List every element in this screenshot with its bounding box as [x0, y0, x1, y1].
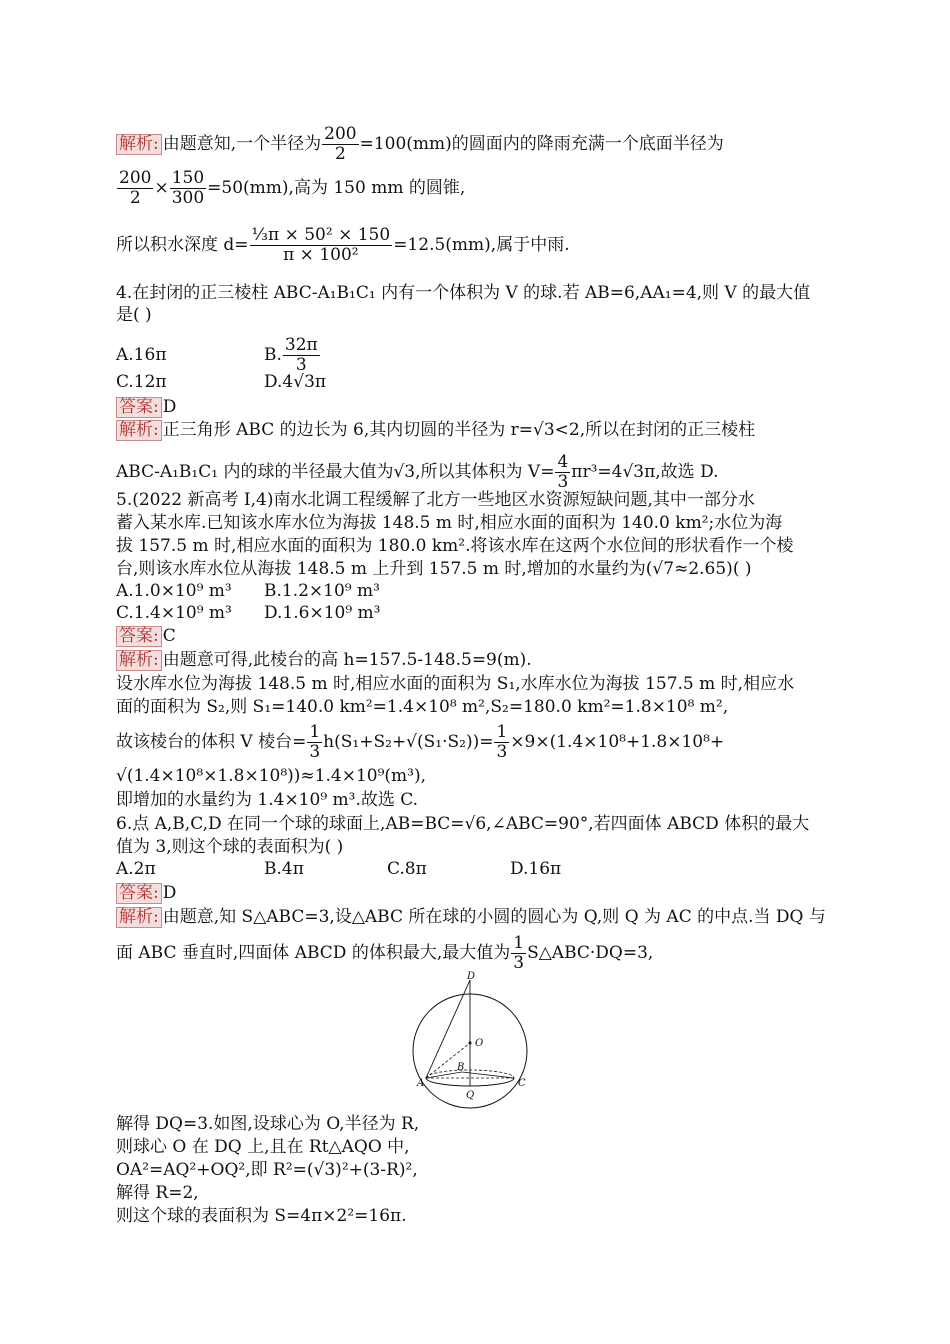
answer-tag: 答案:: [116, 626, 162, 647]
fraction: $\frac{1}{3}$: [496, 722, 508, 762]
q5-solution-line-3: 面的面积为 S₂,则 S₁=140.0 km²=1.4×10⁸ m²,S₂=180.0 km²=1.8×10⁸ m²,: [116, 697, 729, 717]
q4-answer: 答案: D: [116, 396, 840, 418]
q5-solution-line-6: 即增加的水量约为 1.4×10⁹ m³.故选 C.: [116, 790, 419, 810]
q5-answer: 答案: C: [116, 625, 840, 647]
fraction: $\frac{\text{⅓π × 50² × 150}}{\text{π × 100²}}$: [251, 225, 391, 265]
q6-answer: 答案: D: [116, 882, 840, 904]
q4-stem-line-2: 是( ): [116, 305, 152, 325]
option-d: D.4√3π: [264, 372, 327, 392]
option-b: B.4π: [264, 859, 304, 879]
q5-stem-line-2: 蓄入某水库.已知该水库水位为海拔 148.5 m 时,相应水面的面积为 140.0 km²;水位为海: [116, 513, 783, 533]
q6-stem-line-2: 值为 3,则这个球的表面积为( ): [116, 837, 344, 857]
label-a: A: [417, 1078, 425, 1089]
q6-solution-line-4: 则球心 O 在 DQ 上,且在 Rt△AQO 中,: [116, 1137, 410, 1157]
solution-tag: 解析:: [116, 420, 162, 441]
q3-solution-line-3: 所以积水深度 d= $\frac{\text{⅓π × 50² × 150}}{\text{π × 100²}}$ =12.5(mm),属于中雨.: [116, 225, 570, 265]
q6-solution-line-5: OA²=AQ²+OQ²,即 R²=(√3)²+(3-R)²,: [116, 1160, 418, 1180]
fraction: $\frac{1}{3}$: [309, 722, 321, 762]
option-a: A.1.0×10⁹ m³: [116, 581, 232, 601]
label-d: D: [467, 971, 476, 982]
label-q: Q: [466, 1090, 475, 1101]
q4-options-ab: [116, 336, 840, 375]
answer-tag: 答案:: [116, 397, 162, 418]
label-o: O: [475, 1038, 484, 1049]
q4-solution-line-1: 解析: 正三角形 ABC 的边长为 6,其内切圆的半径为 r=√3<2,所以在封闭的正三棱柱: [116, 419, 840, 441]
option-b: B.1.2×10⁹ m³: [264, 581, 380, 601]
option-a: A.2π: [116, 859, 156, 879]
answer-tag: 答案:: [116, 883, 162, 904]
point-o: [469, 1042, 472, 1045]
option-c: C.12π: [116, 372, 167, 392]
q5-stem-line-1: 5.(2022 新高考 Ⅰ,4)南水北调工程缓解了北方一些地区水资源短缺问题,其中一部分水: [116, 490, 755, 510]
q5-solution-line-1: 解析: 由题意可得,此棱台的高 h=157.5-148.5=9(m).: [116, 649, 840, 671]
q6-options: [116, 858, 840, 880]
q5-stem-line-4: 台,则该水库水位从海拔 148.5 m 上升到 157.5 m 时,增加的水量约为(√7≈2.65)( ): [116, 559, 752, 579]
option-d: D.16π: [510, 859, 562, 879]
q5-solution-line-5: √(1.4×10⁸×1.8×10⁸))≈1.4×10⁹(m³),: [116, 766, 427, 786]
q6-solution-line-3: 解得 DQ=3.如图,设球心为 O,半径为 R,: [116, 1114, 420, 1134]
q3-solution-line-1: 解析: 由题意知,一个半径为 $\frac{200}{2}$ =100(mm)的圆面内的降雨充满一个底面半径为: [116, 125, 840, 164]
option-c: C.8π: [387, 859, 427, 879]
q6-solution-line-7: 则这个球的表面积为 S=4π×2²=16π.: [116, 1206, 407, 1226]
fraction: $\frac{200}{2}$: [324, 124, 357, 164]
q4-options-cd: [116, 371, 840, 393]
q6-stem-line-1: 6.点 A,B,C,D 在同一个球的球面上,AB=BC=√6,∠ABC=90°,若四面体 ABCD 体积的最大: [116, 814, 810, 834]
label-c: C: [518, 1078, 526, 1089]
fraction: $\frac{4}{3}$: [557, 452, 569, 492]
fraction: $\frac{1}{3}$: [513, 933, 525, 973]
q6-solution-line-6: 解得 R=2,: [116, 1183, 199, 1203]
q5-stem-line-3: 拔 157.5 m 时,相应水面的面积为 180.0 km².将该水库在这两个水位间的形状看作一个棱: [116, 536, 794, 556]
fraction: $\frac{200}{2}$: [119, 168, 152, 208]
solution-tag: 解析:: [116, 907, 162, 928]
q5-solution-line-2: 设水库水位为海拔 148.5 m 时,相应水面的面积为 S₁,水库水位为海拔 157.5 m 时,相应水: [116, 674, 795, 694]
fraction: $\frac{32\pi}{3}$: [284, 335, 318, 375]
option-c: C.1.4×10⁹ m³: [116, 603, 232, 623]
option-d: D.1.6×10⁹ m³: [264, 603, 381, 623]
q3-solution-line-2: $\frac{200}{2}$ × $\frac{150}{300}$ =50(mm),高为 150 mm 的圆锥,: [119, 168, 466, 208]
solution-tag: 解析:: [116, 134, 162, 155]
solution-tag: 解析:: [116, 650, 162, 671]
option-b: B. $\frac{32\pi}{3}$: [264, 335, 318, 375]
q4-solution-line-2: ABC-A₁B₁C₁ 内的球的半径最大值为√3,所以其体积为 V= $\frac{4}{3}$ πr³=4√3π,故选 D.: [116, 452, 719, 492]
q5-options-ab: [116, 580, 840, 602]
label-b: B: [457, 1062, 465, 1073]
q5-options-cd: [116, 602, 840, 624]
q5-solution-line-4: 故该棱台的体积 V 棱台= $\frac{1}{3}$ h(S₁+S₂+√(S₁·S₂))= $\frac{1}{3}$ ×9×(1.4×10⁸+1.8×10⁸+: [116, 722, 725, 762]
q4-stem-line-1: 4.在封闭的正三棱柱 ABC-A₁B₁C₁ 内有一个体积为 V 的球.若 AB=6,AA₁=4,则 V 的最大值: [116, 283, 811, 303]
option-a: A.16π: [116, 345, 167, 365]
fraction: $\frac{150}{300}$: [171, 168, 205, 208]
q6-solution-line-1: 解析: 由题意,知 S△ABC=3,设△ABC 所在球的小圆的圆心为 Q,则 Q 为 AC 的中点.当 DQ 与: [116, 906, 840, 928]
sphere-diagram: [408, 970, 554, 1110]
q6-solution-line-2: 面 ABC 垂直时,四面体 ABCD 的体积最大,最大值为 $\frac{1}{3}$ S△ABC·DQ=3,: [116, 933, 654, 973]
